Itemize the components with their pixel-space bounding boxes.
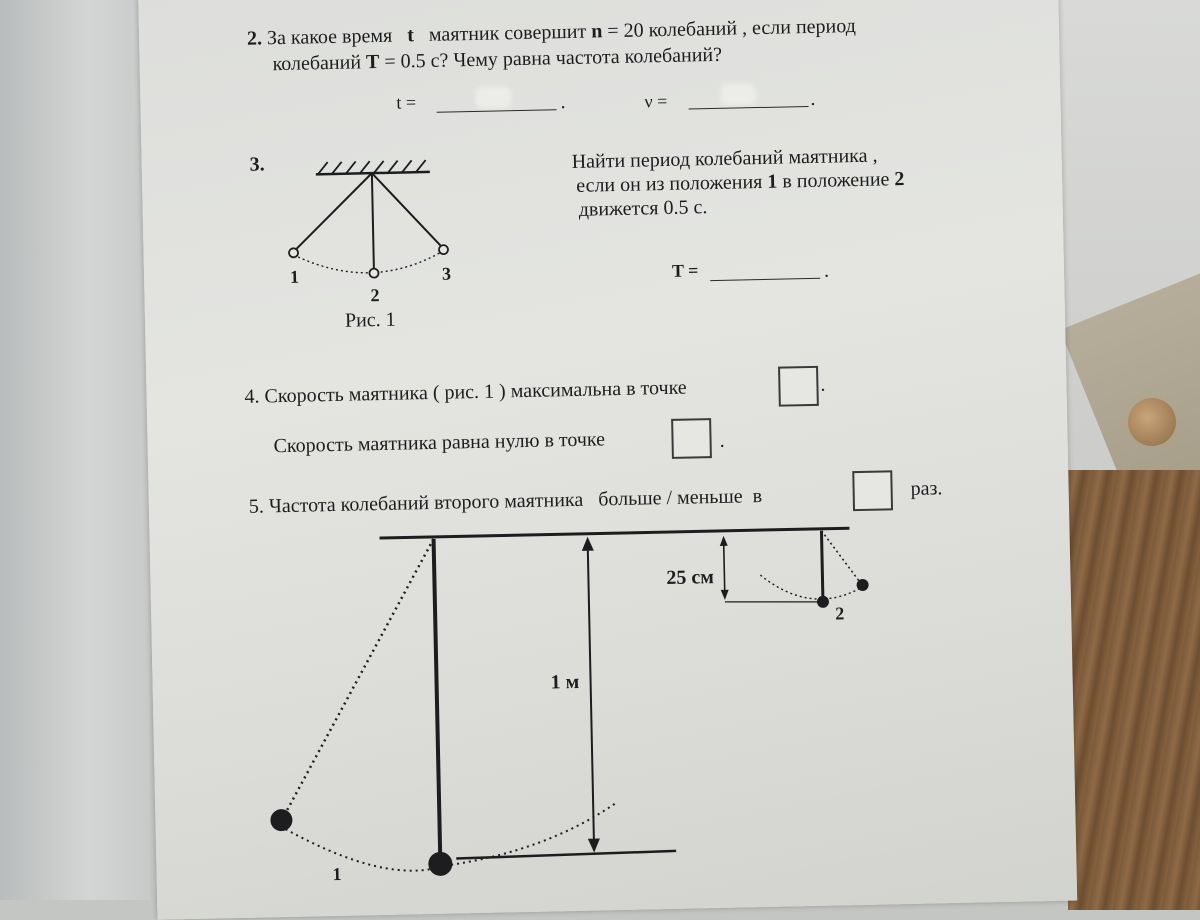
- q3-text: в положение: [782, 168, 890, 193]
- long-pendulum-string: [434, 539, 441, 862]
- q2-text: = 0.5 с? Чему равна частота колебаний?: [384, 43, 723, 73]
- pendulum-label-1: 1: [332, 863, 342, 885]
- q4-dot: .: [719, 429, 725, 452]
- q4-line1: 4. Скорость маятника ( рис. 1 ) максимальна в точке: [244, 376, 687, 408]
- q2-answer-t-label: t =: [396, 92, 417, 113]
- long-pendulum-deflected-string: [278, 539, 440, 817]
- wooden-table: [1068, 470, 1200, 910]
- q3-pos-one: 1: [767, 170, 778, 193]
- q3-answer-T-label: T =: [671, 260, 699, 281]
- length-label-short: 25 см: [666, 566, 715, 590]
- q4-dot: .: [820, 373, 826, 396]
- figure-2-two-pendulums: [138, 0, 1077, 920]
- q3-text: если он из положения: [575, 170, 763, 197]
- arrowhead-up: [720, 536, 728, 546]
- q2-text: колебаний: [272, 51, 362, 76]
- fig1-label-1: 1: [289, 266, 300, 287]
- q3-number: 3.: [249, 153, 265, 176]
- q2-answer-v-label: ν =: [644, 90, 668, 112]
- q2-text: = 20 колебаний , если период: [607, 14, 857, 43]
- suspension-line: [380, 528, 850, 538]
- q3-text-line1: Найти период колебаний маятника ,: [571, 144, 878, 173]
- arrowhead-down: [588, 839, 600, 853]
- fig1-label-2: 2: [370, 285, 380, 306]
- length-label-long: 1 м: [550, 670, 580, 694]
- q3-dot: .: [823, 259, 830, 282]
- fig1-label-3: 3: [441, 263, 452, 284]
- length-arrow-short: [724, 538, 725, 598]
- short-reference-line: [725, 600, 819, 604]
- q5-text: 5. Частота колебаний второго маятника больше / меньше в: [248, 485, 763, 518]
- q4-line2: Скорость маятника равна нулю в точке: [273, 428, 606, 458]
- arrowhead-up: [582, 537, 594, 551]
- long-pendulum-bob-deflected: [270, 809, 292, 831]
- worksheet: [138, 0, 1077, 920]
- long-pendulum-bob: [428, 852, 452, 876]
- q3-text-line3: движется 0.5 с.: [578, 196, 708, 221]
- length-arrow-long: [588, 541, 594, 849]
- q2-dot: .: [560, 91, 566, 114]
- q3-pos-two: 2: [894, 167, 905, 191]
- q2-text: За какое время: [266, 24, 393, 50]
- q2-var-t: t: [406, 24, 415, 47]
- floor-line: [456, 851, 676, 859]
- arrowhead-down: [721, 590, 729, 600]
- short-swing-arc: [760, 573, 863, 600]
- q2-var-n: n: [590, 20, 603, 43]
- q5-suffix: раз.: [910, 477, 943, 500]
- q2-var-T: T: [365, 50, 380, 74]
- q2-text: маятник совершит: [428, 20, 587, 46]
- fig1-caption: Рис. 1: [344, 308, 396, 332]
- background-left: [0, 0, 150, 900]
- short-pendulum-deflected-string: [821, 530, 860, 584]
- q2-number: 2.: [246, 27, 263, 50]
- q2-dot: .: [810, 87, 816, 110]
- ruler-hole: [1128, 398, 1176, 446]
- pendulum-label-2: 2: [835, 603, 845, 624]
- short-pendulum-string: [821, 531, 822, 600]
